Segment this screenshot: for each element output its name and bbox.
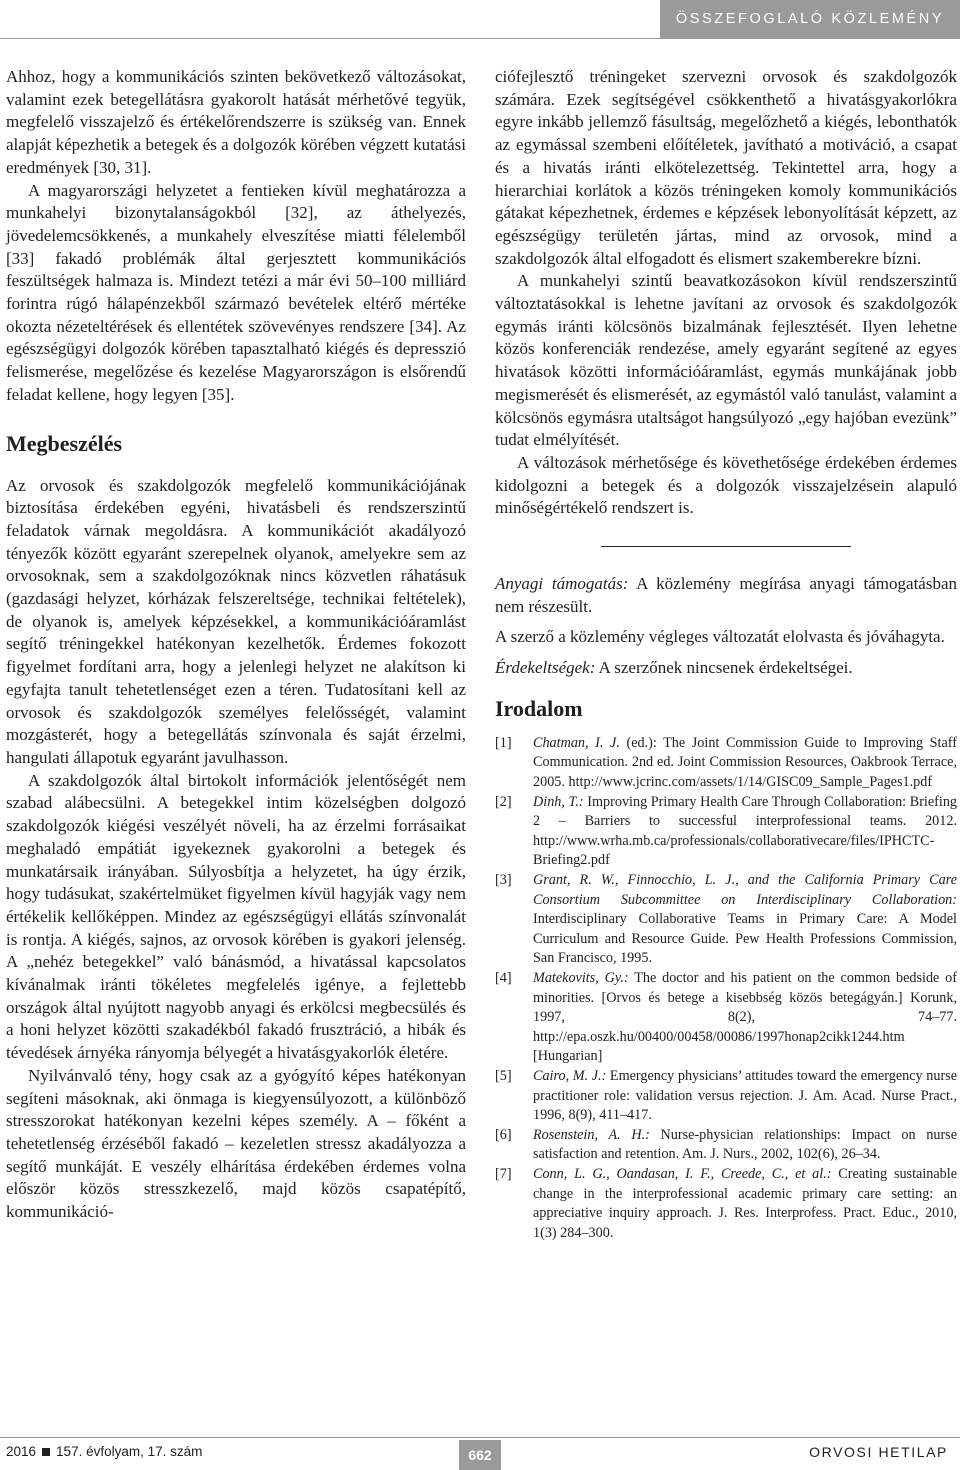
section-heading-discussion: Megbeszélés [6, 430, 123, 456]
funding-text: A közlemény megírása anyagi támogatásban nem részesült. [495, 574, 957, 616]
reference-number: [4] [495, 970, 512, 986]
reference-number: [6] [495, 1126, 512, 1143]
body-paragraph: A szakdolgozók által birtokolt információk jelentőségét nem szabad alábecsülni. A betegekkel intim közelségben dolgozó szakdolgozók kiégési veszélyét növeli, ha az érzelmi forrásaikat meghaladó empátiát igyekeznek gyakorolni a betegek és munkatársaik irányában. Súlyosbítja a helyzetet, ha úgy érzik, hogy tudásukat, szakértelmüket figyelmen kívül hagyják vagy nem értékelik kellőképpen. Mindez az egészségügyi ellátás színvonalát is rontja. A kiégés, sajnos, az orvosok körében is gyakori jelenség. A „nehéz betegekkel” való bánásmód, a hivatással kapcsolatos kívánalmak iránti tökéletes megfelelés igénye, a fejlettebb országok által nyújtott nagyobb anyagi és erkölcsi megbecsülés és a honi helyzet közötti szakadékból fakadó frusztráció, a hibák és tévedések árnyéka rányomja bélyegét a hivatásgyakorlók életére. [6, 770, 466, 1063]
reference-body [533, 871, 957, 969]
reference-number: [3] [495, 872, 512, 889]
reference-number: [1] [495, 734, 512, 751]
conflict-text: A szerzőnek nincsenek érdekeltségei. [595, 658, 853, 678]
reference-list [495, 734, 957, 1243]
author-statement: A szerző a közlemény végleges változatát elolvasta és jóváhagyta. [495, 627, 945, 647]
funding-label: Anyagi támogatás: [495, 574, 629, 594]
reference-body [533, 969, 957, 1067]
references-heading: Irodalom [495, 695, 583, 721]
reference-number: [5] [495, 1067, 512, 1084]
footer-divider [0, 1437, 960, 1438]
reference-body [533, 793, 957, 871]
reference-body [533, 1126, 957, 1165]
body-paragraph: Az orvosok és szakdolgozók megfelelő kommunikációjának biztosítása érdekében egyéni, hivatásbeli és rendszerszintű feladatok várnak megoldásra. A kommunikációt akadályozó tényezők között egyaránt szerepelnek olyanok, amelyekre sem az orvosoknak, sem a szakdolgozóknak nincs közvetlen ráhatásuk (gazdasági helyzet, kórházak felszereltsége, technikai feltételek), de olyanok is, amelyek képzésekkel, a kommunikációáramlást segítő tréningekkel hatékonyan kezelhetők. Érdemes fokozott figyelmet fordítani arra, hogy a jelenlegi helyzet ne alakítson ki egyfajta tanult tehetetlenséget ezen a téren. Tudatosítani kell az orvosok és szakdolgozók személyes felelősségét, valamint mozgásterét, hogy a betegellátás színvonala és saját érzelmi, hangulati állapotuk egyaránt javulhasson. [6, 475, 466, 767]
reference-item [495, 1126, 957, 1165]
reference-authors: Chatman, I. J. [533, 734, 620, 751]
reference-number: [2] [495, 793, 512, 810]
body-paragraph: Nyilvánvaló tény, hogy csak az a gyógyító képes hatékonyan segíteni másoknak, aki önmaga is kiegyensúlyozott, a különböző stresszorokat hatékonyan kezelni képes személy. A – főként a tehetetlenség érzéséből fakadó – kezeletlen stressz akadályozza a segítő munkáját. E veszély elhárítása érdekében érdemes volna először közös stresszkezelő, majd közös csapatépítő, kommunikáció- [6, 1065, 466, 1222]
reference-text: Creating sustainable change in the interprofessional academic primary care setting: an appreciative inquiry approach. J. Res. Interprofess. Pract. Educ., 2010, 1(3) 284–300. [533, 1165, 957, 1241]
page-number: 662 [459, 1440, 501, 1470]
section-label: ÖSSZEFOGLALÓ KÖZLEMÉNY [660, 0, 960, 38]
reference-text: The doctor and his patient on the common bedside of minorities. [Orvos és betege a kisebbség közös betegágyán.] Korunk, 1997, 8(2), 74–77. http://epa.oszk.hu/00400/00458/00086/1997honap2cikk1244.htm [Hungarian] [533, 970, 957, 1065]
reference-authors: Dinh, T.: [533, 793, 584, 810]
left-column [6, 66, 466, 1224]
reference-item [495, 793, 957, 871]
reference-item [495, 969, 957, 1067]
reference-authors: Matekovits, Gy.: [533, 970, 629, 986]
reference-text: Emergency physicians’ attitudes toward the emergency nurse practitioner role: validation versus rejection. J. Am. Acad. Nurse Pract., 1996, 8(9), 411–417. [533, 1067, 957, 1124]
conflict-label: Érdekeltségek: [495, 658, 596, 678]
body-paragraph: A magyarországi helyzetet a fentieken kívül meghatározza a munkahelyi bizonytalanságokból [32], az áthelyezés, jövedelemcsökkenés, a munkahely elveszítése miatti félelemből [33] fakadó problémák által gerjesztett kommunikációs feszültségek halmaza is. Mindezt tetézi a már évi 50–100 milliárd forintra rúgó hálapénzekből származó bevételek eltérő mértéke okozta nézeteltérések és ellentétek szövevényes rendszere [34]. Az egészségügyi dolgozók körében tapasztalható kiégés és depresszió felismerése, megelőzése és kezelése Magyarországon is elsőrendű feladat kellene, hogy legyen [35]. [6, 180, 466, 404]
reference-item [495, 1165, 957, 1243]
reference-authors: Grant, R. W., Finnocchio, L. J., and the California Primary Care Consortium Subcommittee on Interdisciplinary Collaboration: [533, 872, 957, 908]
square-bullet-icon [42, 1448, 50, 1456]
header-bar [0, 0, 960, 39]
footer-year: 2016 [6, 1444, 37, 1459]
body-paragraph: Ahhoz, hogy a kommunikációs szinten bekövetkező változásokat, valamint ezek betegellátásra gyakorolt hatását mérhetővé tegyük, megfelelő visszajelző és értékelőrendszerre is szükség van. Ennek alapját képezhetik a betegek és a dolgozók körében végzett kutatási eredmények [30, 31]. [6, 67, 466, 177]
conflict-statement [495, 657, 957, 680]
reference-authors: Cairo, M. J.: [533, 1067, 607, 1084]
reference-item [495, 1067, 957, 1126]
reference-body [533, 1067, 957, 1126]
funding-statement [495, 573, 957, 618]
reference-item [495, 734, 957, 793]
reference-body [533, 1165, 957, 1243]
reference-authors: Rosenstein, A. H.: [533, 1126, 650, 1143]
reference-authors: Conn, L. G., Oandasan, I. F., Creede, C., et al.: [533, 1165, 832, 1182]
section-divider [601, 546, 851, 547]
body-paragraph: A változások mérhetősége és követhetősége érdekében érdemes kidolgozni a betegek és a dolgozók visszajelzésein alapuló minőségértékelő rendszert is. [495, 452, 957, 518]
reference-text: Nurse-physician relationships: Impact on nurse satisfaction and retention. Am. J. Nurs., 2002, 102(6), 26–34. [533, 1126, 957, 1163]
footer-issue: 157. évfolyam, 17. szám [56, 1444, 203, 1459]
right-column [495, 66, 957, 1243]
body-paragraph: A munkahelyi szintű beavatkozásokon kívül rendszerszintű változtatásokkal is lehetne javítani az orvosok és szakdolgozók egymás iránti kölcsönös bizalmának fejlesztését. Ilyen lehetne közös konferenciák rendezése, amely egyaránt segítené az egyes hivatások közötti információáramlást, egymás munkájának jobb megismerését és elismerését, az egymástól való tanulást, valamint a kölcsönös egymásra utaltságot hangsúlyozó „egy hajóban evezünk” tudat elmélyítését. [495, 271, 957, 450]
body-paragraph: ciófejlesztő tréningeket szervezni orvosok és szakdolgozók számára. Ezek segítségével csökkenthető a hivatásgyakorlókra egyre inkább jellemző fásultság, megelőzhető a kiégés, lebonthatók az egymással szembeni előítéletek, javítható a motiváció, a csapat és a hivatás iránti elkötelezettség. Tekintettel arra, hogy a hierarchiai korlátok a közös tréningeken komoly kommunikációs gátakat képezhetnek, érdemes e képzések lebonyolítását képzett, az egészségügy területén jártas, mind az orvosok, mind a szakdolgozók által elfogadott és elismert szakemberekre bízni. [495, 67, 957, 268]
reference-item [495, 871, 957, 969]
footer-issue-info [6, 1444, 202, 1459]
reference-number: [7] [495, 1165, 512, 1182]
journal-name: ORVOSI HETILAP [809, 1444, 948, 1460]
reference-body [533, 734, 957, 793]
reference-text: Interdisciplinary Collaborative Teams in Primary Care: A Model Curriculum and Resource Guide. Pew Health Professions Commission, San Francisco, 1995. [533, 911, 957, 967]
reference-text: (ed.): The Joint Commission Guide to Improving Staff Communication. 2nd ed. Joint Commission Resources, Oakbrook Terrace, 2005. http://www.jcrinc.com/assets/1/14/GISC09_Sample_Pages1.pdf [533, 734, 957, 791]
reference-text: Improving Primary Health Care Through Collaboration: Briefing 2 – Barriers to successful interprofessional teams. 2012. http://www.wrha.mb.ca/professionals/collaborativecare/files/IPHCTC-Briefing2.pdf [533, 793, 958, 869]
